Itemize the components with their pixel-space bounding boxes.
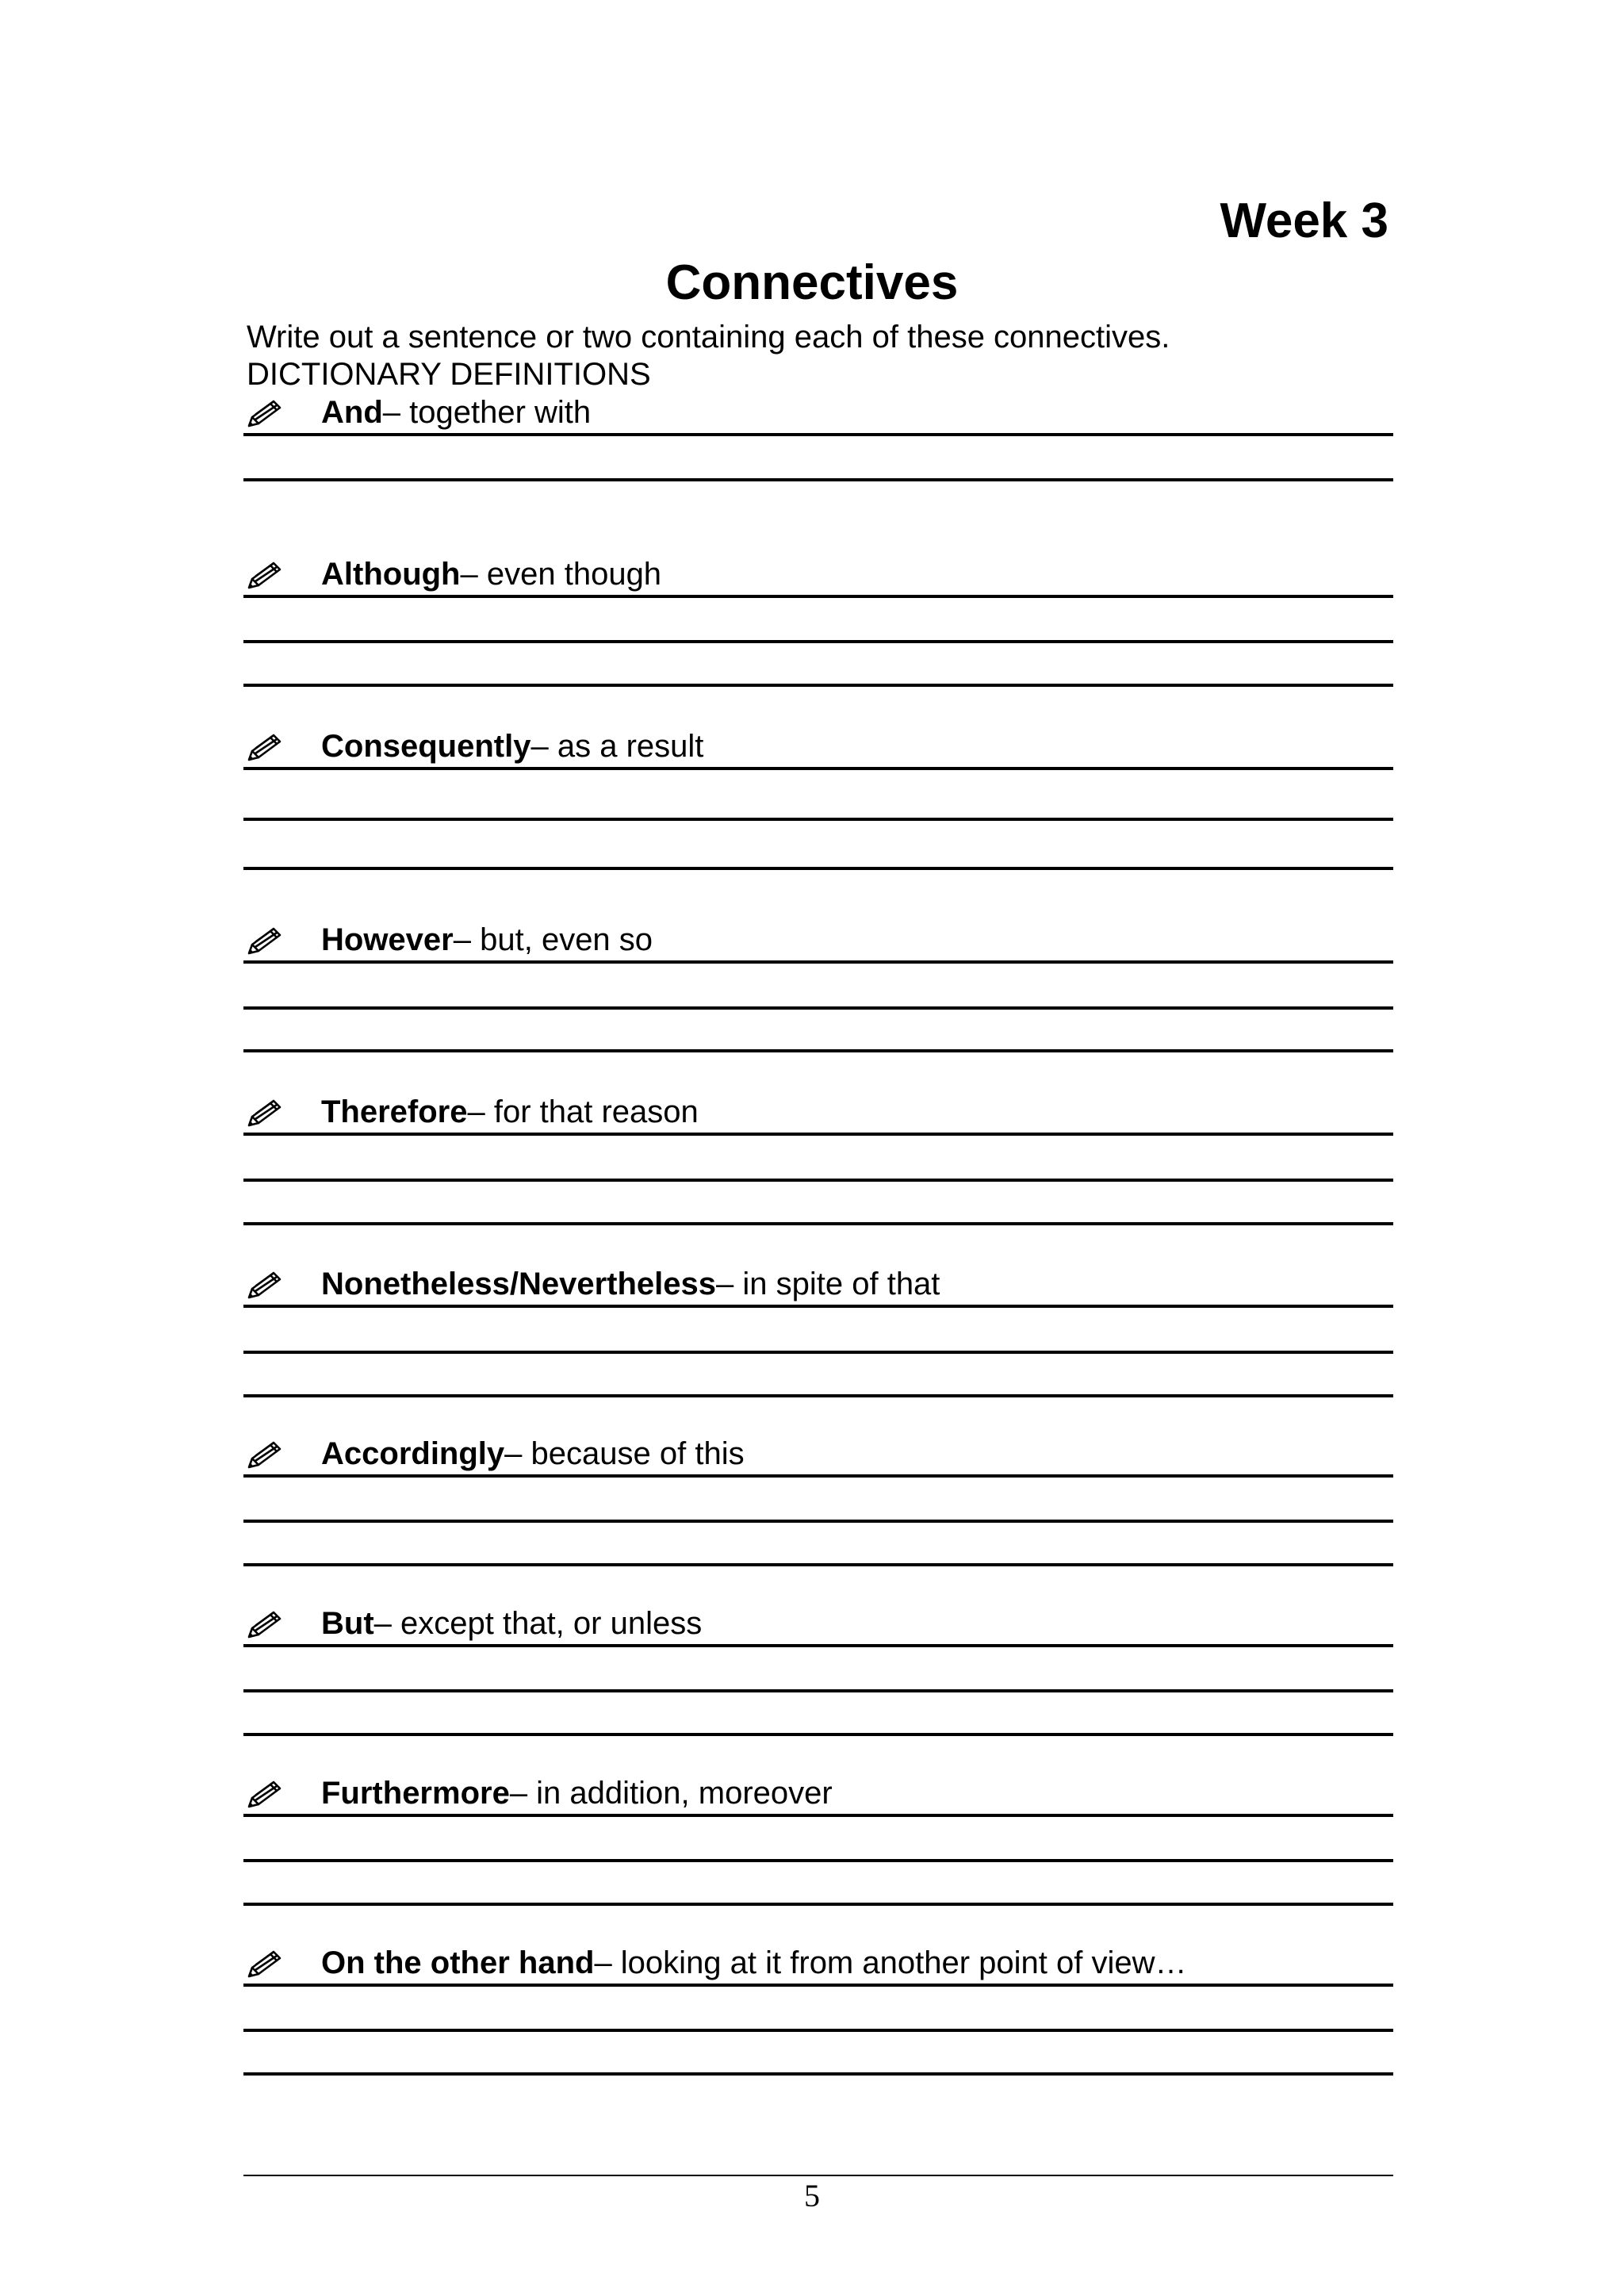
week-title: Week 3 xyxy=(1220,194,1388,248)
connective-prompt xyxy=(247,555,661,595)
connective-prompt xyxy=(247,393,591,433)
page-title: Connectives xyxy=(665,255,959,310)
writing-line[interactable] xyxy=(243,818,1393,821)
writing-line[interactable] xyxy=(243,1689,1393,1692)
writing-line[interactable] xyxy=(243,640,1393,643)
writing-line[interactable] xyxy=(243,684,1393,687)
connective-definition: – because of this xyxy=(504,1436,745,1471)
connective-term: Consequently xyxy=(321,729,531,764)
connective-definition: – looking at it from another point of view… xyxy=(594,1945,1187,1980)
writing-line[interactable] xyxy=(243,1903,1393,1906)
pencil-icon xyxy=(247,1270,285,1300)
connective-term: Therefore xyxy=(321,1094,468,1129)
writing-line[interactable] xyxy=(243,2029,1393,2032)
connective-definition: – as a result xyxy=(530,729,704,764)
connective-term: Nonetheless/Nevertheless xyxy=(321,1267,717,1301)
writing-line[interactable] xyxy=(243,1984,1393,1987)
writing-line[interactable] xyxy=(243,1733,1393,1736)
writing-line[interactable] xyxy=(243,1351,1393,1354)
connective-term: On the other hand xyxy=(321,1945,595,1980)
writing-line[interactable] xyxy=(243,1305,1393,1308)
connective-definition: – except that, or unless xyxy=(373,1606,703,1641)
pencil-icon xyxy=(247,1779,285,1809)
writing-line[interactable] xyxy=(243,1006,1393,1010)
connective-prompt xyxy=(247,1774,833,1814)
instruction-text: Write out a sentence or two containing each of these connectives. xyxy=(247,320,1170,355)
writing-line[interactable] xyxy=(243,1474,1393,1478)
writing-line[interactable] xyxy=(243,595,1393,598)
writing-line[interactable] xyxy=(243,867,1393,870)
writing-line[interactable] xyxy=(243,1133,1393,1136)
writing-line[interactable] xyxy=(243,433,1393,436)
writing-line[interactable] xyxy=(243,1644,1393,1647)
writing-line[interactable] xyxy=(243,1520,1393,1523)
pencil-icon xyxy=(247,1609,285,1639)
connective-prompt xyxy=(247,727,703,767)
pencil-icon xyxy=(247,560,285,590)
writing-line[interactable] xyxy=(243,1814,1393,1817)
connective-term: Accordingly xyxy=(321,1436,505,1471)
connective-term: Although xyxy=(321,557,461,592)
connective-prompt xyxy=(247,1604,702,1644)
connective-prompt xyxy=(247,1093,699,1133)
pencil-icon xyxy=(247,926,285,956)
connective-definition: – even though xyxy=(460,557,662,592)
connective-term: But xyxy=(321,1606,374,1641)
writing-line[interactable] xyxy=(243,767,1393,770)
writing-line[interactable] xyxy=(243,1179,1393,1182)
connective-definition: – in addition, moreover xyxy=(509,1776,833,1811)
page-number: 5 xyxy=(804,2178,820,2214)
footer-divider xyxy=(243,2175,1393,2176)
writing-line[interactable] xyxy=(243,1394,1393,1397)
writing-line[interactable] xyxy=(243,2072,1393,2076)
pencil-icon xyxy=(247,1949,285,1979)
writing-line[interactable] xyxy=(243,960,1393,964)
writing-line[interactable] xyxy=(243,1563,1393,1566)
connective-prompt xyxy=(247,1265,940,1305)
connective-prompt xyxy=(247,921,653,960)
pencil-icon xyxy=(247,1439,285,1470)
connective-term: And xyxy=(321,395,383,430)
connective-definition: – together with xyxy=(382,395,592,430)
writing-line[interactable] xyxy=(243,1859,1393,1862)
connective-term: However xyxy=(321,922,454,957)
connective-definition: – in spite of that xyxy=(716,1267,940,1301)
definitions-heading: DICTIONARY DEFINITIONS xyxy=(247,357,651,392)
connective-term: Furthermore xyxy=(321,1776,510,1811)
connective-definition: – for that reason xyxy=(467,1094,699,1129)
writing-line[interactable] xyxy=(243,1049,1393,1052)
pencil-icon xyxy=(247,398,285,428)
pencil-icon xyxy=(247,1098,285,1128)
connective-prompt xyxy=(247,1944,1187,1984)
connective-prompt xyxy=(247,1435,745,1474)
writing-line[interactable] xyxy=(243,478,1393,481)
writing-line[interactable] xyxy=(243,1222,1393,1225)
pencil-icon xyxy=(247,732,285,762)
connective-definition: – but, even so xyxy=(453,922,653,957)
